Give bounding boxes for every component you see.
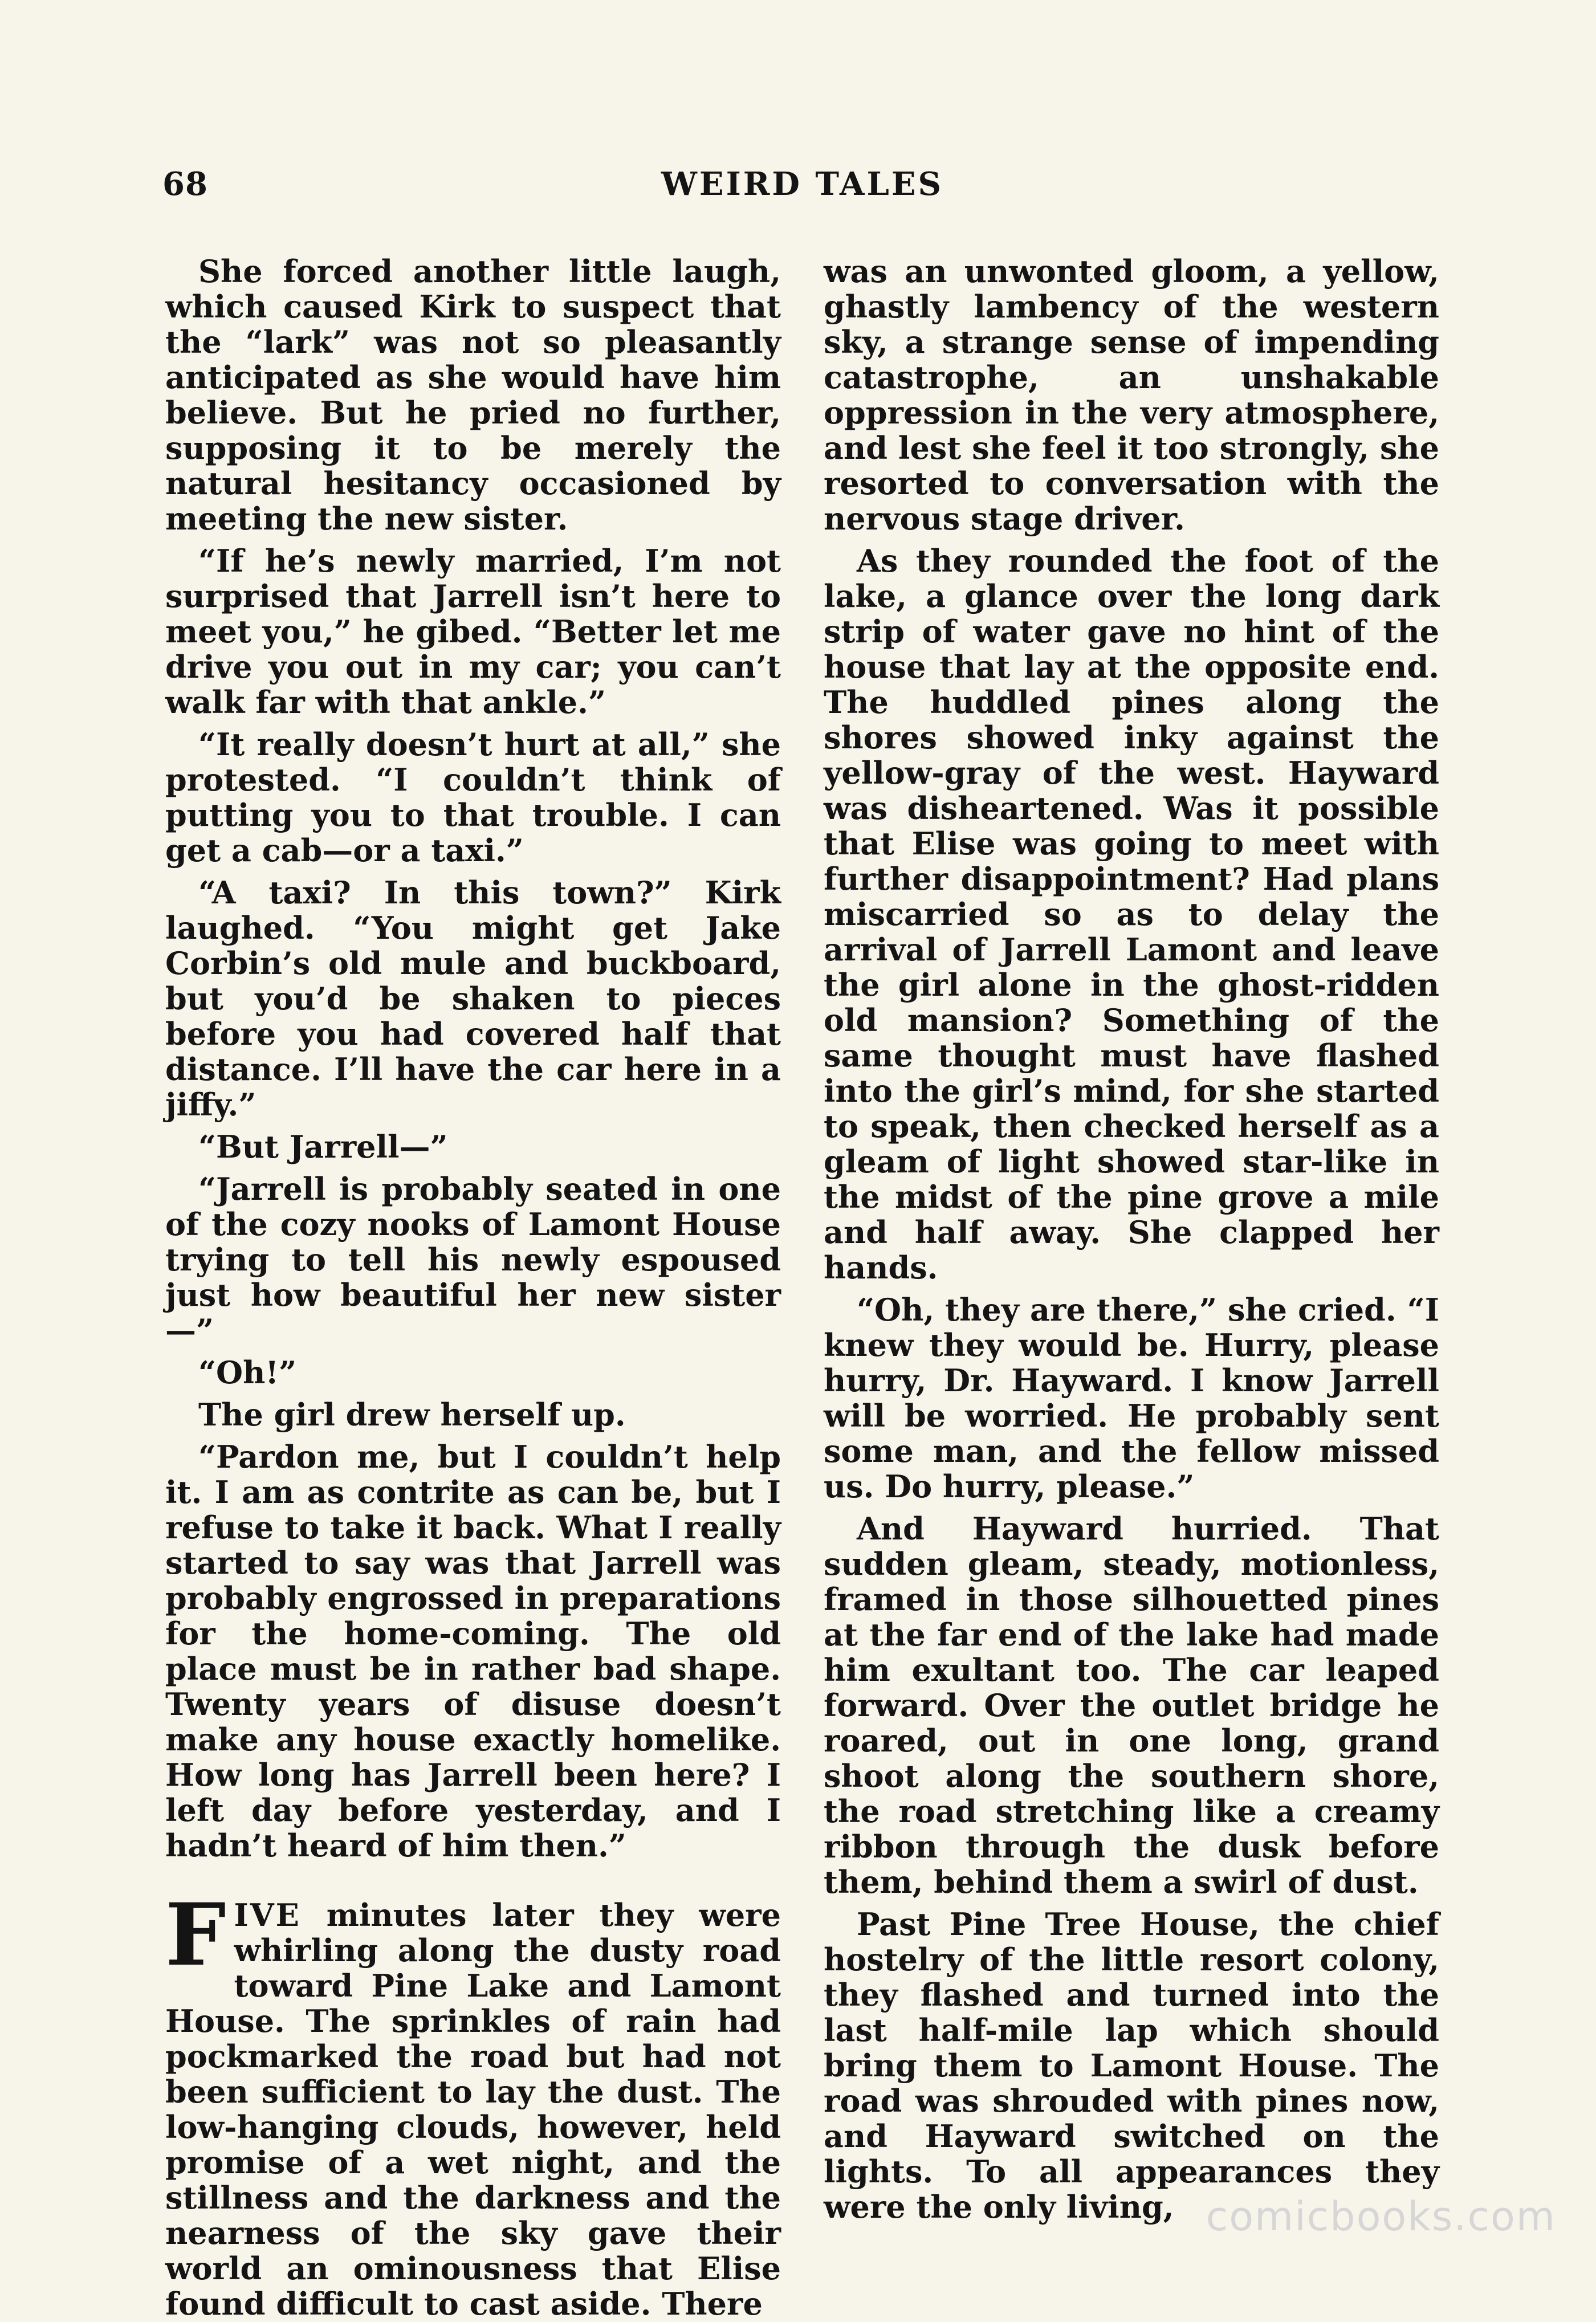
paragraph: As they rounded the foot of the lake, a glance over the long dark strip of water gave no hint of the house that lay at the opposite end. The huddled pines along the shores showed inky against the yellow-gray of the west. Hayward was disheartened. Was it possible that Elise was going to meet with further disappointment? Had plans miscarried so as to delay the arrival of Jarrell Lamont and leave the girl alone in the ghost-ridden old mansion? Something of the same thought must have flashed into the girl’s mind, for she started to speak, then checked herself as a gleam of light showed star-like in the midst of the pine grove a mile and half away. She clapped her hands. xyxy=(824,543,1439,1286)
paragraph: She forced another little laugh, which caused Kirk to suspect that the “lark” was not so pleasantly anticipated as she would have him believe. But he pried no further, supposing it to be merely the natural hesitancy occasioned by meeting the new sister. xyxy=(165,253,781,537)
drop-cap: F xyxy=(165,1885,226,1985)
paragraph: “It really doesn’t hurt at all,” she protested. “I couldn’t think of putting you to that trouble. I can get a cab—or a taxi.” xyxy=(165,726,781,869)
paragraph: The girl drew herself up. xyxy=(198,1396,626,1433)
page-header xyxy=(162,165,1442,217)
paragraph-text: minutes later they were whirling along the dusty road toward Pine Lake and Lamont House. The sprinkles of rain had pockmarked the road but had not been sufficient to lay the dust. The low-hanging clouds, however, held promise of a wet night, and the stillness and the darkness and the nearness of the sky gave their world an ominousness that Elise found difficult to cast aside. There xyxy=(165,1897,781,2322)
paragraph: Past Pine Tree House, the chief hostelry of the little resort colony, they flashed and turned into the last half-mile lap which should bring them to Lamont House. The road was shrouded with pines now, and Hayward switched on the lights. To all appearances they were the only living, xyxy=(824,1906,1439,2225)
left-column xyxy=(165,253,781,2322)
page-number: 68 xyxy=(162,165,208,203)
paragraph: “Pardon me, but I couldn’t help it. I am as contrite as can be, but I refuse to take it back. What I really started to say was that Jarrell was probably engrossed in preparations for the home-coming. The old place must be in rather bad shape. Twenty years of disuse doesn’t make any house exactly homelike. How long has Jarrell been here? I left day before yesterday, and I hadn’t heard of him then.” xyxy=(165,1439,781,1864)
small-caps-lead: IVE xyxy=(234,1897,301,1933)
paragraph: “A taxi? In this town?” Kirk laughed. “You might get Jake Corbin’s old mule and buckboard, but you’d be shaken to pieces before you had covered half that distance. I’ll have the car here in a jiffy.” xyxy=(165,874,781,1123)
paragraph: “Jarrell is probably seated in one of the cozy nooks of Lamont House trying to tell his newly espoused just how beautiful her new sister—” xyxy=(165,1171,781,1349)
section-opening-paragraph xyxy=(165,1885,781,2322)
paragraph: “If he’s newly married, I’m not surprised that Jarrell isn’t here to meet you,” he gibed. “Better let me drive you out in my car; you can’t walk far with that ankle.” xyxy=(165,543,781,720)
site-watermark: comicbooks.com xyxy=(1206,2193,1556,2240)
running-title: WEIRD TALES xyxy=(661,165,943,203)
paragraph: “Oh, they are there,” she cried. “I knew they would be. Hurry, please hurry, Dr. Hayward. I know Jarrell will be worried. He probably sent some man, and the fellow missed us. Do hurry, please.” xyxy=(824,1292,1439,1505)
right-column xyxy=(824,253,1439,2225)
paragraph: And Hayward hurried. That sudden gleam, steady, motionless, framed in those silhouetted pines at the far end of the lake had made him exultant too. The car leaped forward. Over the outlet bridge he roared, out in one long, grand shoot along the southern shore, the road stretching like a creamy ribbon through the dusk before them, behind them a swirl of dust. xyxy=(824,1510,1439,1900)
paragraph: “But Jarrell—” xyxy=(198,1129,448,1165)
paragraph: “Oh!” xyxy=(198,1354,297,1391)
paragraph: was an unwonted gloom, a yellow, ghastly lambency of the western sky, a strange sense of impending catastrophe, an unshakable oppression in the very atmosphere, and lest she feel it too strongly, she resorted to conversation with the nervous stage driver. xyxy=(824,253,1439,537)
